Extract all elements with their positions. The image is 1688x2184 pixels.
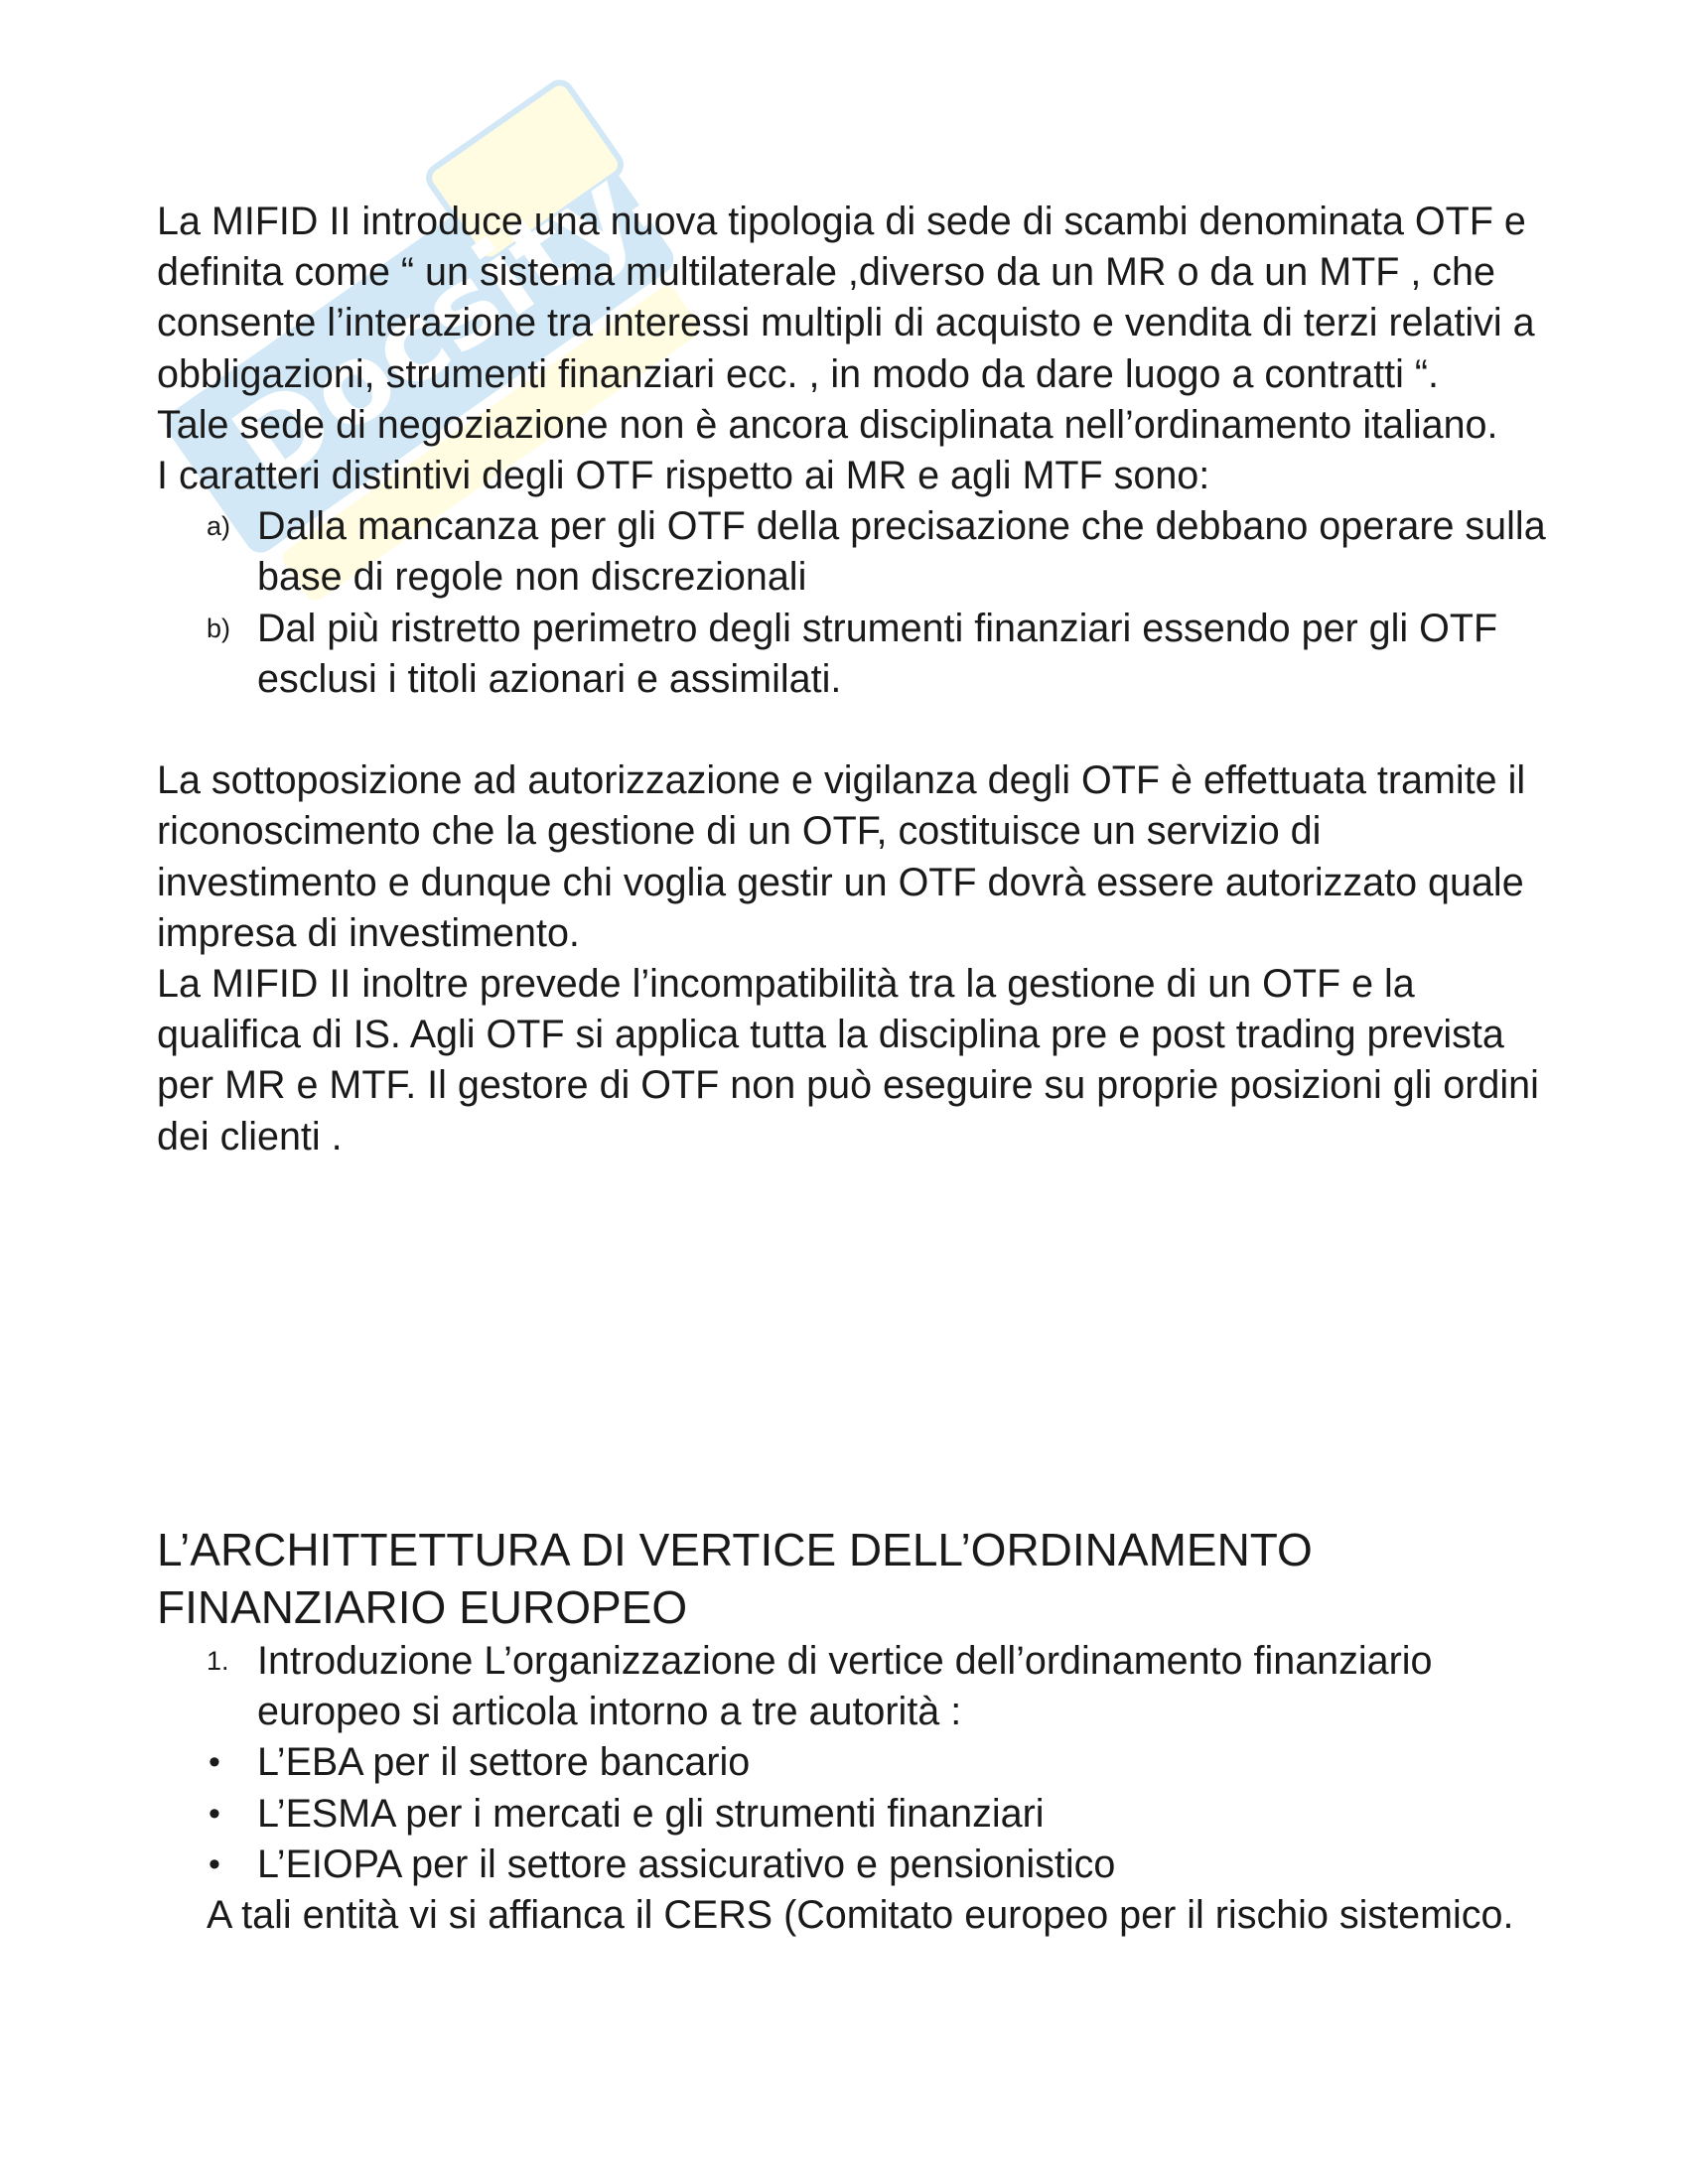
paragraph-distinctive-traits: I caratteri distintivi degli OTF rispetto ai MR e agli MTF sono:: [157, 454, 1210, 498]
spacer: [157, 705, 1547, 755]
list-item-text: L’ESMA per i mercati e gli strumenti finanziari: [257, 1791, 1045, 1836]
otf-traits-list: [157, 501, 1547, 705]
eu-architecture-section: [157, 1521, 1547, 1941]
bullet-icon: •: [209, 1844, 220, 1883]
paragraph-not-regulated: Tale sede di negoziazione non è ancora disciplinata nell’ordinamento italiano.: [157, 402, 1498, 447]
otf-section: [157, 197, 1547, 1162]
numbered-list: [157, 1636, 1547, 1737]
section-heading: L’ARCHITTETTURA DI VERTICE DELL’ORDINAMENTO FINANZIARIO EUROPEO: [157, 1524, 1313, 1633]
list-item: [157, 501, 1547, 603]
list-item: [157, 604, 1547, 705]
list-item-text: L’EIOPA per il settore assicurativo e pensionistico: [257, 1842, 1116, 1886]
list-item-text: Dalla mancanza per gli OTF della precisazione che debbano operare sulla base di regole non discrezionali: [257, 504, 1546, 600]
list-item-text: Introduzione L’organizzazione di vertice dell’ordinamento finanziario europeo si articola intorno a tre autorità :: [257, 1639, 1433, 1734]
bullet-icon: •: [209, 1743, 220, 1782]
watermark-text: Docsity.net: [211, 60, 735, 511]
list-item-text: L’EBA per il settore bancario: [257, 1740, 751, 1785]
list-item: [157, 1636, 1547, 1737]
paragraph-cers: A tali entità vi si affianca il CERS (Comitato europeo per il rischio sistemico.: [207, 1893, 1514, 1938]
list-item: [157, 1840, 1547, 1890]
list-item-text: Dal più ristretto perimetro degli strumenti finanziari essendo per gli OTF esclusi i titoli azionari e assimilati.: [257, 606, 1498, 701]
bullet-icon: •: [209, 1794, 220, 1833]
list-item: [157, 1737, 1547, 1788]
paragraph-authorization: La sottoposizione ad autorizzazione e vigilanza degli OTF è effettuata tramite il riconoscimento che la gestione di un OTF, costituisce un servizio di investimento e dunque chi voglia gestir un OTF dovrà essere autorizzato quale impresa di investimento.: [157, 758, 1526, 955]
authorities-list: [157, 1737, 1547, 1890]
list-marker: b): [207, 613, 231, 643]
list-marker: 1.: [207, 1646, 229, 1676]
paragraph-incompatibility: La MIFID II inoltre prevede l’incompatibilità tra la gestione di un OTF e la qualifica di IS. Agli OTF si applica tutta la disciplina pre e post trading prevista per MR e MTF. Il gestore di OTF non può eseguire su proprie posizioni gli ordini dei clienti .: [157, 962, 1539, 1159]
list-item: [157, 1789, 1547, 1840]
paragraph-otf-definition: La MIFID II introduce una nuova tipologia di sede di scambi denominata OTF e definita come “ un sistema multilaterale ,diverso da un MR o da un MTF , che consente l’interazione tra interessi multipli di acquisto e vendita di terzi relativi a obbligazioni, strumenti finanziari ecc. , in modo da dare luogo a contratti “.: [157, 200, 1535, 396]
list-marker: a): [207, 511, 231, 542]
